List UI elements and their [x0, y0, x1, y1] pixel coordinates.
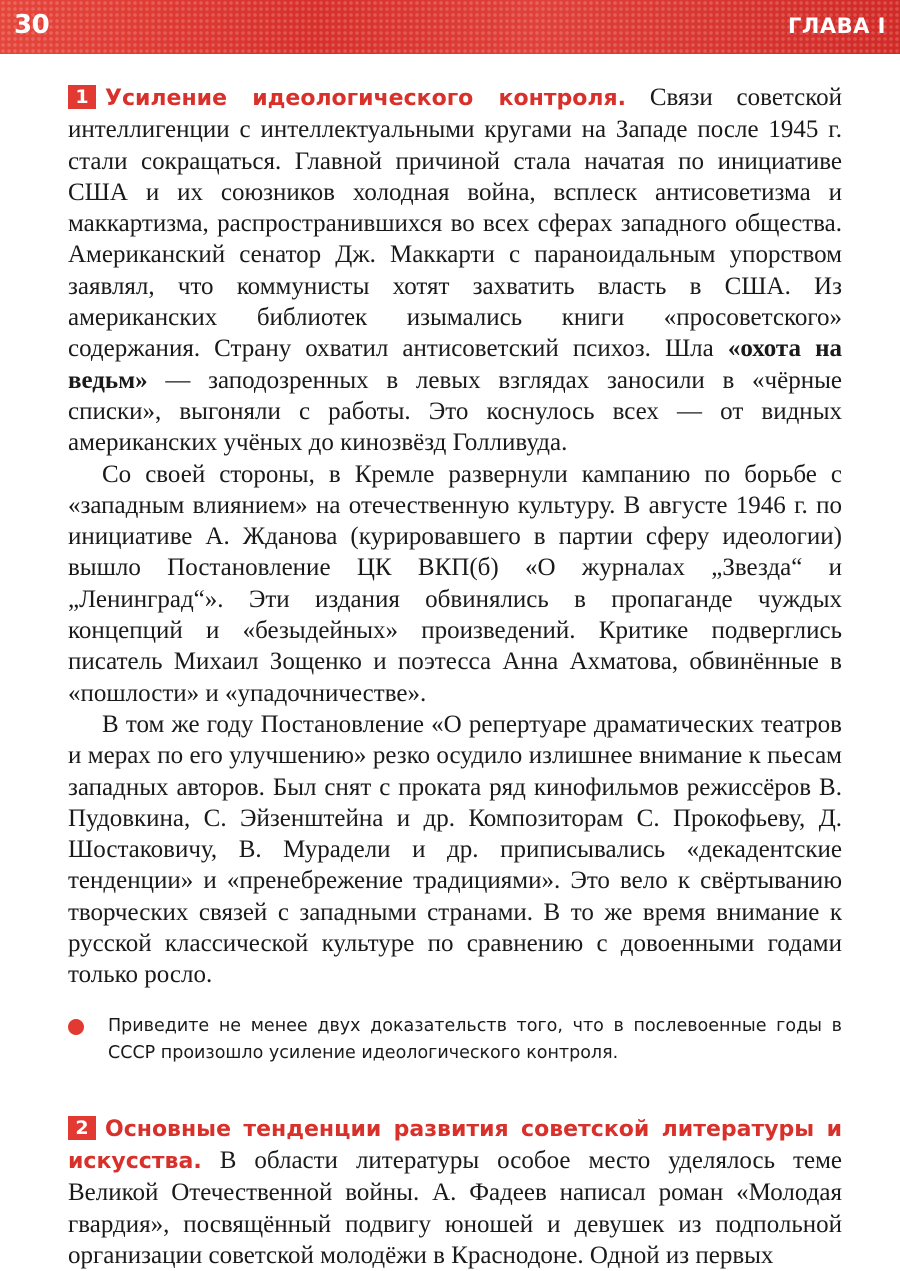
section2-number-badge: 2	[68, 1116, 96, 1140]
section2-paragraph1	[68, 1113, 842, 1271]
question-bullet-icon	[68, 1019, 84, 1035]
section1-p1-text-a: Связи советской интеллигенции с интеллектуальными кругами на Западе после 1945 г. стали сокращаться. Главной причиной стала начатая по инициативе США и их союзников холодная война, всплеск антисоветизма и маккартизма, распространившихся во всех сферах западного общества. Американский сенатор Дж. Маккарти с параноидальным упорством заявлял, что коммунисты хотят захватить власть в США. Из американских библиотек изымались книги «просоветского» содержания. Страну охватил антисоветский психоз. Шла	[68, 84, 842, 363]
section1-p1-text-b: — заподозренных в левых взглядах заносили в «чёрные списки», выгоняли с работы. Это коснулось всех — от видных американских учёных до кинозвёзд Голливуда.	[68, 366, 842, 457]
chapter-label: ГЛАВА I	[788, 14, 886, 38]
review-question	[68, 1013, 842, 1067]
page-content	[68, 82, 842, 1271]
witch-hunt-term: «охота на ведьм»	[68, 335, 842, 394]
question-text: Приведите не менее двух доказательств того, что в послевоенные годы в СССР произошло усиление идеологического контроля.	[108, 1015, 842, 1063]
page-header	[0, 0, 900, 54]
section1-number-badge: 1	[68, 85, 96, 109]
section2-p1-text: В области литературы особое место уделялось теме Великой Отечественной войны. А. Фадеев написал роман «Молодая гвардия», посвящённый подвигу юношей и девушек из подпольной организации советской молодёжи в Краснодоне. Одной из первых	[68, 1146, 842, 1269]
page-number: 30	[14, 10, 50, 40]
section1-paragraph2: Со своей стороны, в Кремле развернули кампанию по борьбе с «западным влиянием» на отечественную культуру. В августе 1946 г. по инициативе А. Жданова (курировавшего в партии сферу идеологии) вышло Постановление ЦК ВКП(б) «О журналах „Звезда“ и „Ленинград“». Эти издания обвинялись в пропаганде чуждых концепций и «безыдейных» произведений. Критике подверглись писатель Михаил Зощенко и поэтесса Анна Ахматова, обвинённые в «пошлости» и «упадочничестве».	[68, 460, 842, 707]
section1-paragraph1	[68, 82, 842, 459]
section1-paragraph3: В том же году Постановление «О репертуаре драматических театров и мерах по его улучшению» резко осудило излишнее внимание к пьесам западных авторов. Был снят с проката ряд кинофильмов режиссёров В. Пудовкина, С. Эйзенштейна и др. Композиторам С. Прокофьеву, Д. Шостаковичу, В. Мурадели и др. приписывались «декадентские тенденции» и «пренебрежение традициями». Это вело к свёртыванию творческих связей с западными странами. В то же время внимание к русской классической культуре по сравнению с довоенными годами только росло.	[68, 710, 842, 989]
section1-title: Усиление идеологического контроля.	[105, 86, 626, 111]
section2-title: Основные тенденции развития советской литературы и искусства.	[68, 1116, 842, 1174]
